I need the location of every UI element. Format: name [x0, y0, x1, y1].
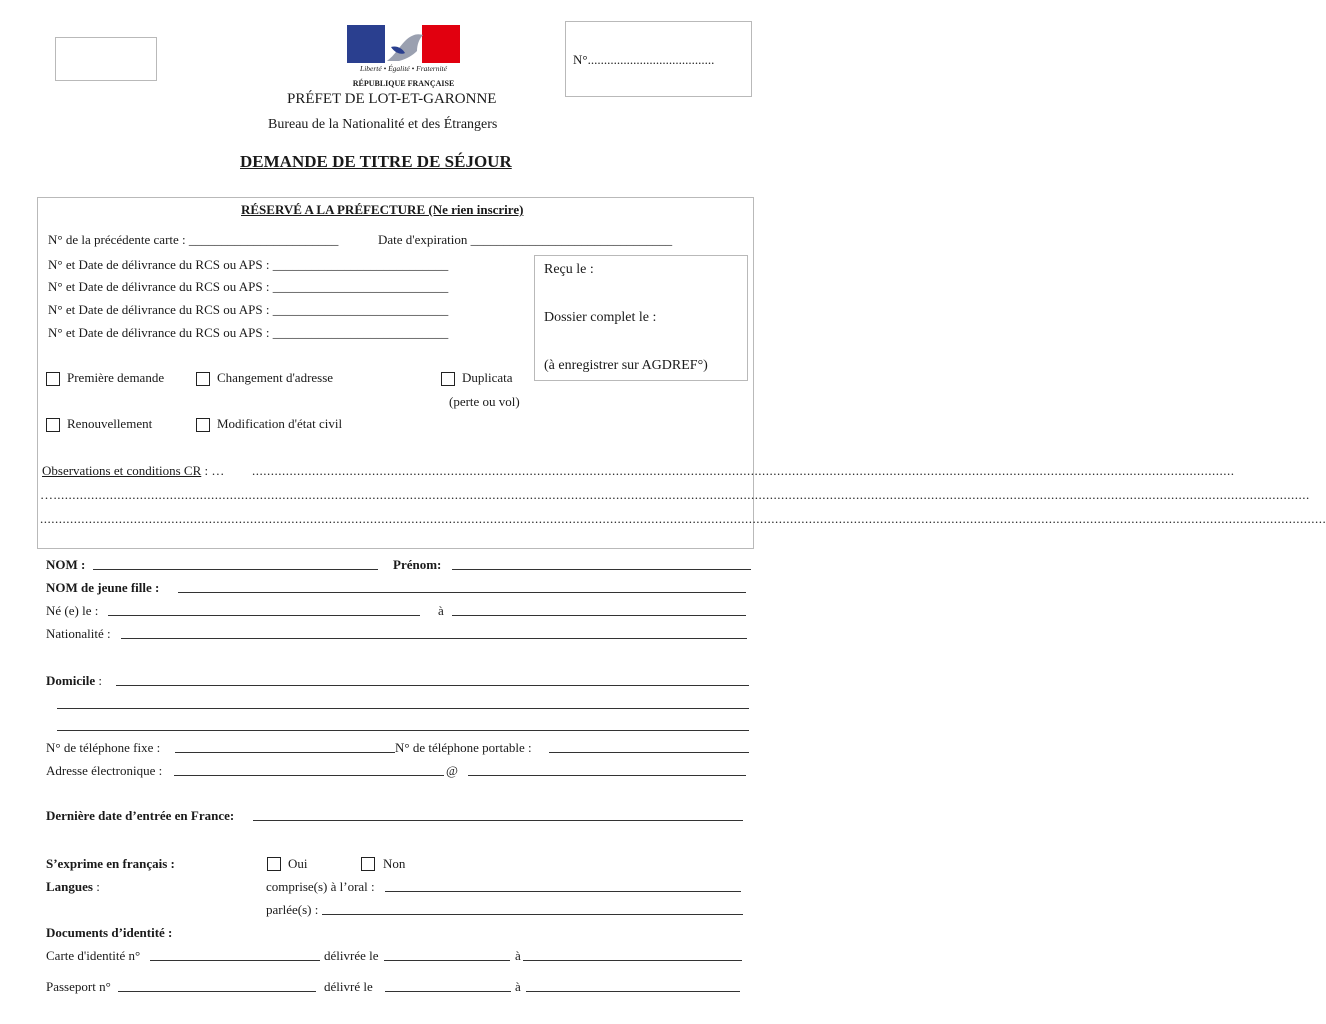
- perte-label: (perte ou vol): [449, 394, 520, 409]
- nom-label: NOM :: [46, 557, 86, 572]
- observations-label: Observations et conditions CR: [42, 463, 202, 478]
- observations-dots-2[interactable]: …...............................................................................................................................................................................................................................................................................................................................................: [40, 487, 1310, 502]
- rcs-field-2: N° et Date de délivrance du RCS ou APS : ___________________________: [48, 279, 449, 294]
- premiere-demande-label: Première demande: [67, 370, 165, 385]
- dossier-label: Dossier complet le :: [544, 310, 657, 325]
- carte-date-input[interactable]: [384, 960, 510, 961]
- non-label: Non: [383, 856, 406, 871]
- logo-republique: RÉPUBLIQUE FRANÇAISE: [352, 79, 455, 88]
- rcs-field-1: N° et Date de délivrance du RCS ou APS : ___________________________: [48, 257, 449, 272]
- oui-label: Oui: [288, 856, 308, 871]
- comprise-label: comprise(s) à l’oral :: [266, 879, 375, 894]
- modification-label: Modification d'état civil: [217, 416, 343, 431]
- parlee-label: parlée(s) :: [266, 902, 319, 917]
- lieu-naissance-input[interactable]: [452, 615, 746, 616]
- nationalite-input[interactable]: [121, 638, 747, 639]
- langues-row: [46, 879, 100, 895]
- ne-le-label: Né (e) le :: [46, 603, 99, 618]
- photo-box: [55, 37, 157, 81]
- carte-lieu-input[interactable]: [523, 960, 742, 961]
- modification-checkbox[interactable]: [196, 418, 210, 432]
- domicile-label: Domicile: [46, 673, 96, 688]
- rcs-field-3: N° et Date de délivrance du RCS ou APS : ___________________________: [48, 302, 449, 317]
- email-label: Adresse électronique :: [46, 763, 163, 778]
- passeport-a-label: à: [515, 979, 521, 994]
- carte-delivree-label: délivrée le: [324, 948, 379, 963]
- carte-a-label: à: [515, 948, 521, 963]
- rcs-field-4: N° et Date de délivrance du RCS ou APS : ___________________________: [48, 325, 449, 340]
- changement-adresse-checkbox[interactable]: [196, 372, 210, 386]
- tel-portable-label: N° de téléphone portable :: [395, 740, 532, 755]
- carte-input[interactable]: [150, 960, 320, 961]
- recu-label: Reçu le :: [544, 262, 594, 277]
- observations-colon: : …: [201, 463, 225, 478]
- expiration-field: Date d'expiration _______________________________: [378, 232, 673, 247]
- bureau-title: Bureau de la Nationalité et des Étrangers: [268, 117, 498, 132]
- duplicata-checkbox[interactable]: [441, 372, 455, 386]
- non-checkbox[interactable]: [361, 857, 375, 871]
- passeport-delivre-label: délivré le: [324, 979, 373, 994]
- renouvellement-label: Renouvellement: [67, 416, 153, 431]
- domicile-row: [46, 673, 102, 689]
- changement-adresse-label: Changement d'adresse: [217, 370, 334, 385]
- duplicata-label: Duplicata: [462, 370, 513, 385]
- renouvellement-checkbox[interactable]: [46, 418, 60, 432]
- carte-label: Carte d'identité n°: [46, 948, 141, 963]
- domicile-input-1[interactable]: [116, 685, 749, 686]
- comprise-input[interactable]: [385, 891, 741, 892]
- prev-card-field: N° de la précédente carte : _______________________: [48, 232, 339, 247]
- logo-motto: Liberté • Égalité • Fraternité: [360, 64, 447, 73]
- passeport-lieu-input[interactable]: [526, 991, 740, 992]
- a-label: à: [438, 603, 444, 618]
- republic-logo: [347, 25, 460, 63]
- nationalite-label: Nationalité :: [46, 626, 111, 641]
- tel-fixe-input[interactable]: [175, 752, 395, 753]
- exprime-label: S’exprime en français :: [46, 856, 175, 871]
- observations-dots-1[interactable]: ......................................................................................................................................................................................................................................................................: [252, 463, 1235, 478]
- documents-label: Documents d’identité :: [46, 925, 173, 940]
- agdref-label: (à enregistrer sur AGDREF°): [544, 358, 708, 373]
- email-input-user[interactable]: [174, 775, 444, 776]
- prefect-title: PRÉFET DE LOT-ET-GARONNE: [287, 91, 497, 107]
- domicile-input-3[interactable]: [57, 730, 749, 731]
- prenom-label: Prénom:: [393, 557, 442, 572]
- premiere-demande-checkbox[interactable]: [46, 372, 60, 386]
- tel-fixe-label: N° de téléphone fixe :: [46, 740, 161, 755]
- passeport-date-input[interactable]: [385, 991, 511, 992]
- parlee-input[interactable]: [322, 914, 743, 915]
- reserved-heading: RÉSERVÉ A LA PRÉFECTURE (Ne rien inscrire): [241, 202, 524, 217]
- email-input-domain[interactable]: [468, 775, 746, 776]
- observations-row: [42, 463, 224, 479]
- oui-checkbox[interactable]: [267, 857, 281, 871]
- number-label: N°.......................................: [573, 52, 715, 67]
- prenom-input[interactable]: [452, 569, 751, 570]
- jeune-fille-input[interactable]: [178, 592, 746, 593]
- domicile-colon: :: [95, 673, 102, 688]
- at-sign: @: [446, 763, 458, 778]
- passeport-label: Passeport n°: [46, 979, 111, 994]
- jeune-fille-label: NOM de jeune fille :: [46, 580, 160, 595]
- langues-label: Langues: [46, 879, 93, 894]
- passeport-input[interactable]: [118, 991, 316, 992]
- derniere-entree-input[interactable]: [253, 820, 743, 821]
- observations-dots-3[interactable]: .......................................................................................................................................................................................................................................................................................................................................................: [40, 511, 1326, 526]
- derniere-entree-label: Dernière date d’entrée en France:: [46, 808, 235, 823]
- langues-colon: :: [92, 879, 100, 894]
- ne-le-input[interactable]: [108, 615, 420, 616]
- domicile-input-2[interactable]: [57, 708, 749, 709]
- nom-input[interactable]: [93, 569, 378, 570]
- page-title: DEMANDE DE TITRE DE SÉJOUR: [240, 152, 512, 171]
- tel-portable-input[interactable]: [549, 752, 749, 753]
